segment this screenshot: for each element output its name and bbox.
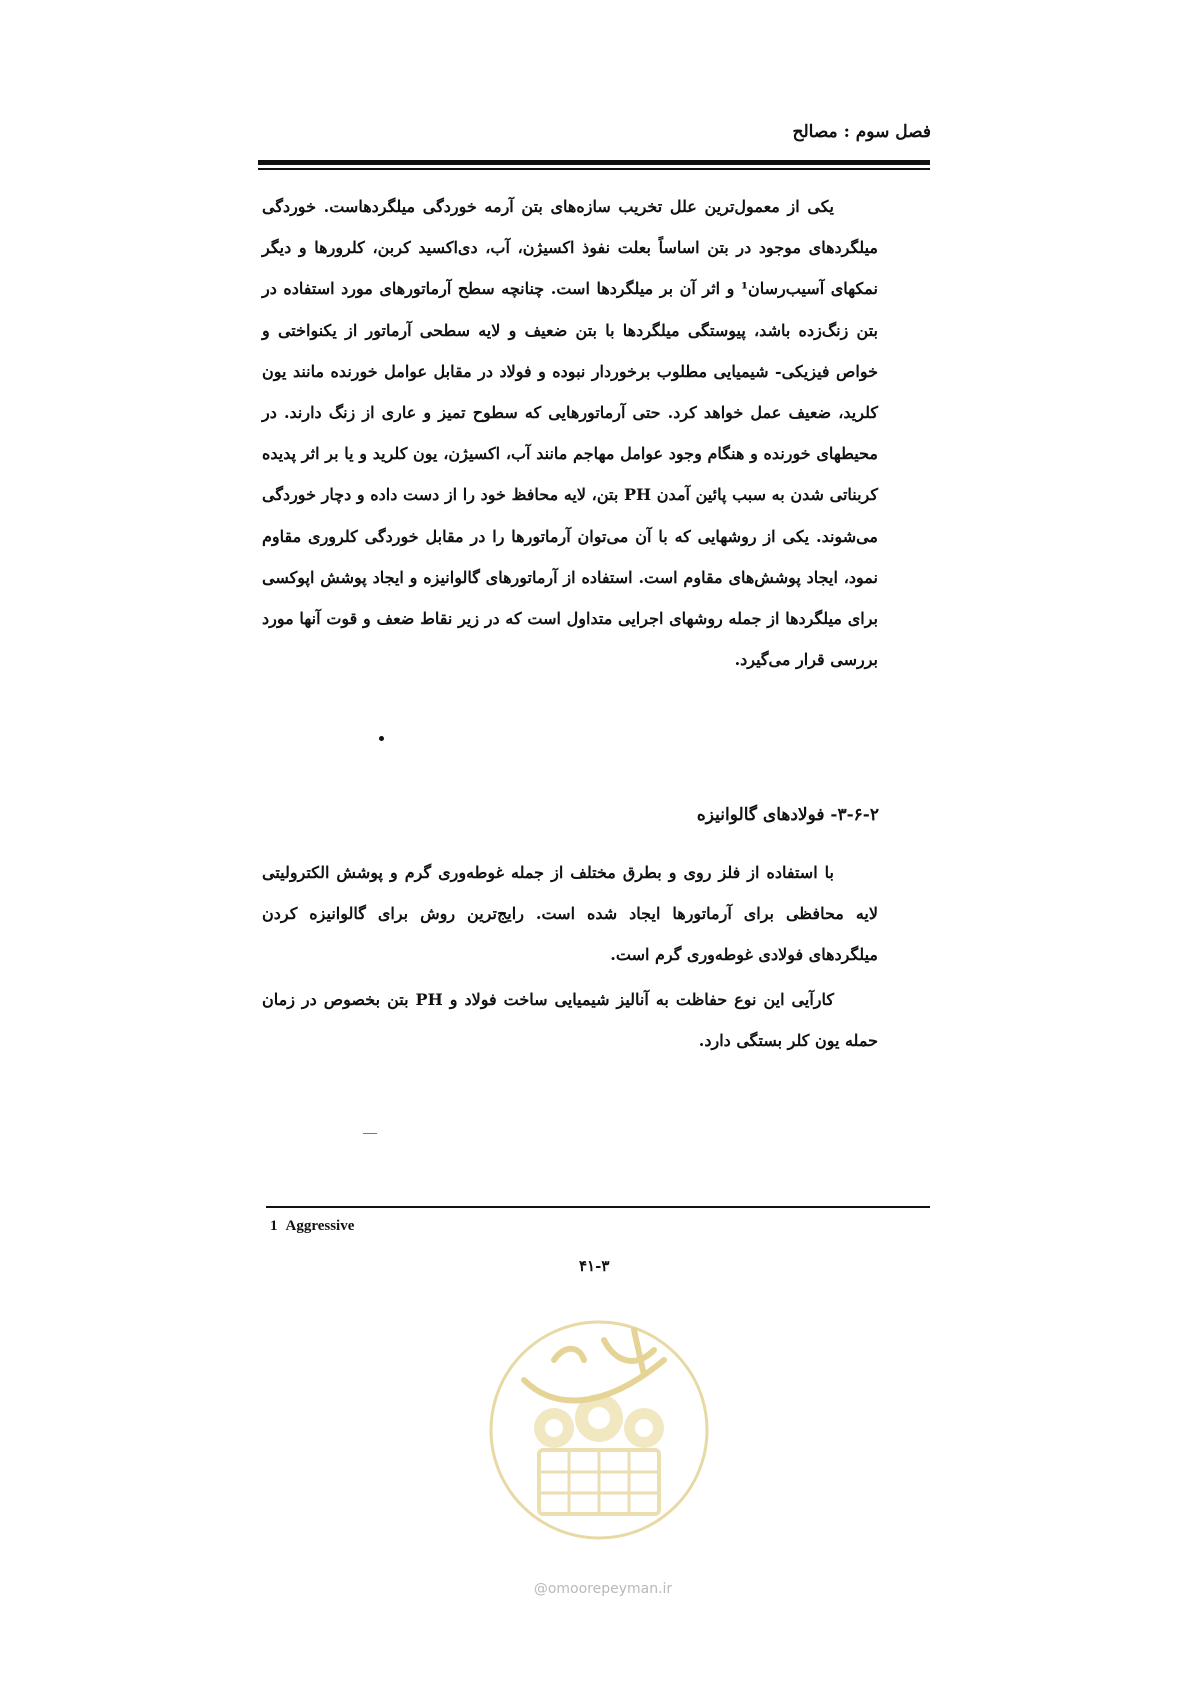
body-paragraph: یکی از معمول‌ترین علل تخریب سازه‌های بتن آرمه خوردگی میلگردهاست. خوردگی میلگردهای موجود در بتن اساساً بعلت نفوذ اکسیژن، آب، دی‌اکسید کربن، کلرورها و دیگر نمکهای آسیب‌رسان¹ و اثر آن بر میلگردها است. چنانچه سطح آرماتورهای مورد استفاده در بتن زنگ‌زده باشد، پیوستگی میلگردها با بتن ضعیف و لایه سطحی آرماتور از یکنواختی و خواص فیزیکی- شیمیایی مطلوب برخوردار نبوده و فولاد در مقابل عوامل خورنده مانند یون کلرید، ضعیف عمل خواهد کرد. حتی آرماتورهایی که سطوح تمیز و عاری از زنگ دارند. در محیطهای خورنده و هنگام وجود عوامل مهاجم مانند آب، اکسیژن، یون کلرید و یا بر اثر پدیده کربناتی شدن به سبب پائین آمدن PH بتن، لایه محافظ خود را از دست داده و دچار خوردگی می‌شوند. یکی از روشهایی که با آن می‌توان آرماتورها را در مقابل خوردگی کلروری مقاوم نمود، ایجاد پوشش‌های مقاوم است. استفاده از آرماتورهای گالوانیزه و ایجاد پوشش اپوکسی برای میلگردها از جمله روشهای اجرایی متداول است که در زیر نقاط ضعف و قوت آنها مورد بررسی قرار می‌گیرد. — [262, 197, 879, 670]
footnote-text: Aggressive — [285, 1218, 355, 1234]
section-paragraph-2: کارآیی این نوع حفاظت به آنالیز شیمیایی ساخت فولاد و PH بتن بخصوص در زمان حمله یون کلر بستگی دارد. — [262, 990, 878, 1050]
footnote-number: 1 — [270, 1218, 278, 1234]
stray-dot — [379, 736, 384, 741]
chapter-title: فصل سوم : مصالح — [792, 122, 931, 142]
section-text — [262, 852, 878, 1065]
main-text — [262, 186, 878, 680]
header-rule-thin — [258, 168, 930, 170]
section-heading: ۳-۶-۲- فولادهای گالوانیزه — [696, 805, 879, 825]
section-paragraph-1: با استفاده از فلز روی و بطرق مختلف از جمله غوطه‌وری گرم و پوشش الکترولیتی لایه محافظی برای آرماتورها ایجاد شده است. رایج‌ترین روش برای گالوانیزه کردن میلگردهای فولادی غوطه‌وری گرم است. — [262, 863, 878, 964]
watermark-script — [524, 1330, 664, 1400]
footnote — [270, 1218, 354, 1235]
header-rule-thick — [258, 160, 930, 165]
page-number: ۴۱-۳ — [579, 1257, 610, 1275]
watermark-logo — [484, 1300, 714, 1570]
scan-speck — [363, 1133, 377, 1134]
watermark-url: @omoorepeyman.ir — [533, 1581, 673, 1597]
footnote-rule — [266, 1206, 930, 1208]
